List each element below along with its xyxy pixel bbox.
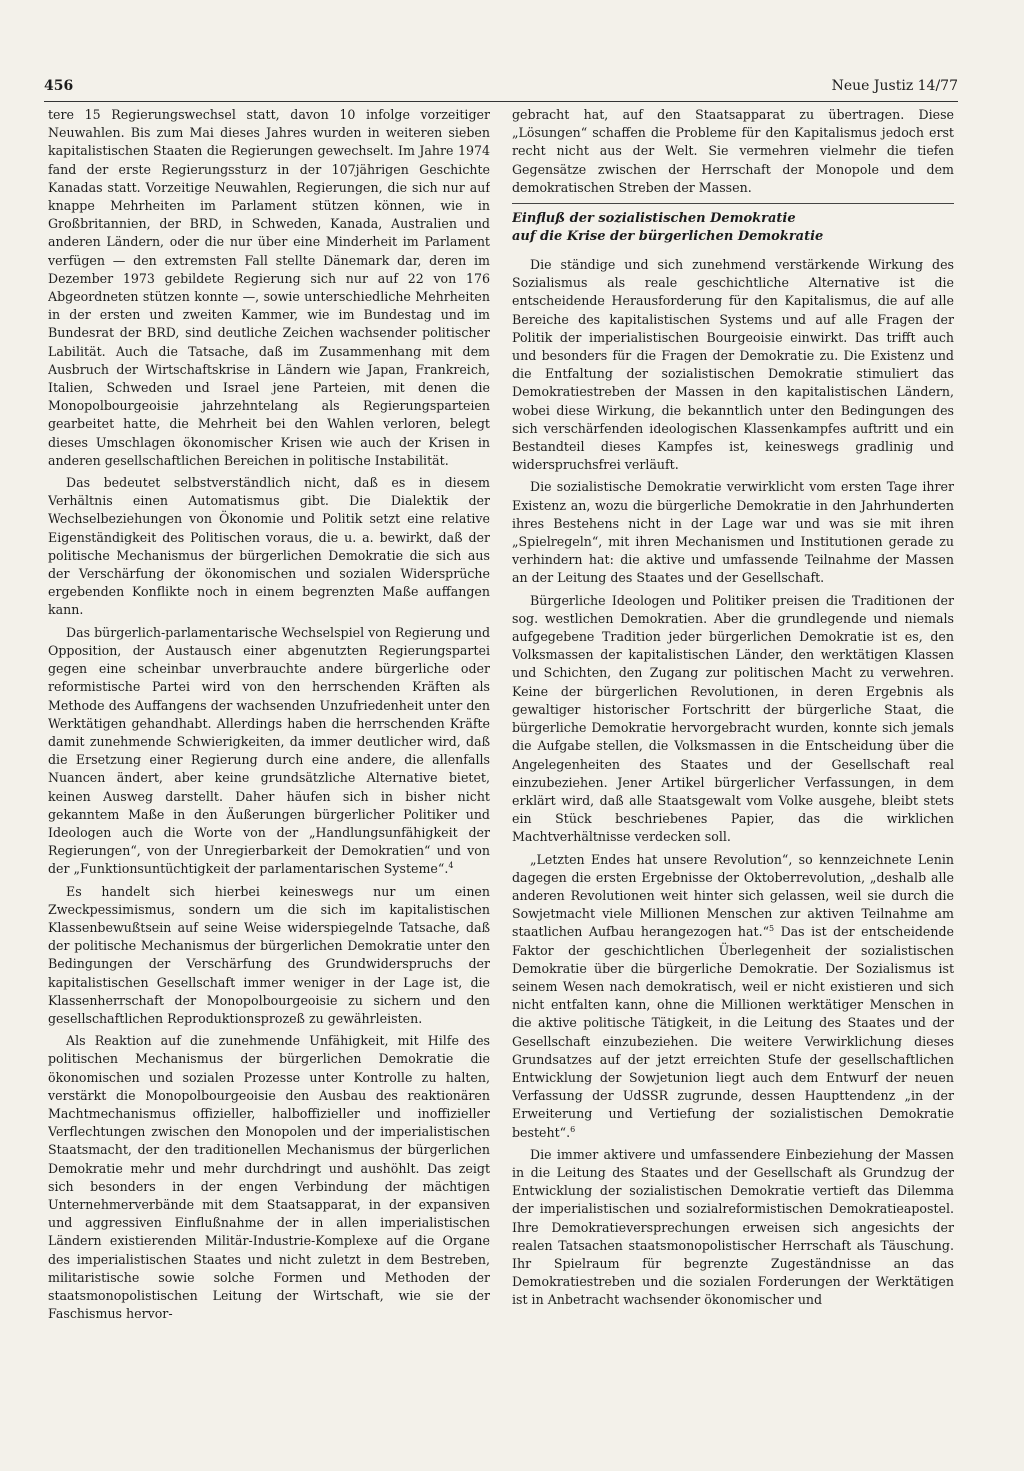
footnote-marker: 4 [448, 861, 454, 871]
paragraph-text: Das ist der entscheidende Faktor der geschichtlichen Überlegenheit der sozialistischen Demokratie über die bürgerliche Demokratie. Der Sozialismus ist seinem Wesen nach demokratisch, weil er nicht existieren und sich nicht entfalten kann, ohne die Millionen werktätiger Menschen in die aktive politische Tätigkeit, in die Leitung des Staates und der Gesellschaft einzubeziehen. Die weitere Verwirklichung dieses Grundsatzes auf der jetzt erreichten Stufe der gesellschaftlichen Entwicklung der Sowjetunion liegt auch dem Entwurf der neuen Verfassung der UdSSR zugrunde, dessen Haupttendenz „in der Erweiterung und Vertiefung der sozialistischen Demokratie besteht“. [512, 924, 954, 1140]
footnote-marker: 5 [769, 924, 775, 934]
paragraph [48, 624, 490, 879]
paragraph: Die sozialistische Demokratie verwirklicht vom ersten Tage ihrer Existenz an, wozu die bürgerliche Demokratie in den Jahrhunderten ihres Bestehens nicht in der Lage war und was sie mit ihren „Spielregeln“, mit ihren Mechanismen und Institutionen gerade zu verhindern hat: die aktive und umfassende Teilnahme der Massen an der Leitung des Staates und der Gesellschaft. [512, 479, 954, 586]
paragraph: gebracht hat, auf den Staatsapparat zu übertragen. Diese „Lösungen“ schaffen die Probleme für den Kapitalismus jedoch erst recht nicht aus der Welt. Sie vermehren vielmehr die tiefen Gegensätze zwischen der Herrschaft der Monopole und dem demokratischen Streben der Massen. [512, 107, 954, 195]
paragraph: Die immer aktivere und umfassendere Einbeziehung der Massen in die Leitung des Staates und der Gesellschaft als Grundzug der Entwicklung der sozialistischen Demokratie vertieft das Dilemma der imperialistischen und sozialreformistischen Demokratieapostel. Ihre Demokratieversprechungen erweisen sich angesichts der realen Tatsachen staatsmonopolistischer Herrschaft als Täuschung. Ihr Spielraum für begrenzte Zugeständnisse an das Demokratiestreben und die sozialen Forderungen der Werktätigen ist in Anbetracht wachsender ökonomischer und [512, 1146, 954, 1308]
page-number: 456 [44, 78, 74, 94]
paragraph: Das bedeutet selbstverständlich nicht, daß es in diesem Verhältnis einen Automatismus gibt. Die Dialektik der Wechselbeziehungen von Ökonomie und Politik setzt eine relative Eigenständigkeit des Politischen voraus, die u. a. bewirkt, daß der politische Mechanismus der bürgerlichen Demokratie die sich aus der Verschärfung der ökonomischen und sozialen Widersprüche ergebenden Konflikte noch in einem begrenzten Maße auffangen kann. [48, 475, 490, 618]
section-heading-line: Einfluß der sozialistischen Demokratie [512, 211, 796, 227]
paragraph [512, 851, 954, 1142]
paragraph: tere 15 Regierungswechsel statt, davon 10 infolge vorzeitiger Neuwahlen. Bis zum Mai dieses Jahres wurden in weiteren sieben kapitalistischen Staaten die Regierungen gewechselt. Im Jahre 1974 fand der erste Regierungssturz in der 107jährigen Geschichte Kanadas statt. Vorzeitige Neuwahlen, Regierungen, die sich nur auf knappe Mehrheiten im Parlament stützen können, wie in Großbritannien, der BRD, in Schweden, Kanada, Australien und anderen Ländern, oder die nur über eine Minderheit im Parlament verfügen — den extremsten Fall stellte Dänemark dar, deren im Dezember 1973 gebildete Regierung sich nur auf 22 von 176 Abgeordneten stützen konnte —, sowie unterschiedliche Mehrheiten in der ersten und zweiten Kammer, wie im Bundestag und im Bundesrat der BRD, sind deutliche Zeichen wachsender politischer Labilität. Auch die Tatsache, daß im Zusammenhang mit dem Ausbruch der Wirtschaftskrise in Ländern wie Japan, Frankreich, Italien, Schweden und Israel jene Parteien, mit denen die Monopolbourgeoisie jahrzehntelang als Regierungsparteien gearbeitet hatte, die Mehrheit bei den Wahlen verloren, belegt dieses Umschlagen ökonomischer Krisen wie auch der Krisen in anderen gesellschaftlichen Bereichen in politische Instabilität. [48, 107, 490, 468]
journal-issue: Neue Justiz 14/77 [831, 78, 958, 94]
header-rule [44, 101, 958, 102]
page-header [44, 78, 958, 100]
section-heading [512, 210, 954, 246]
footnote-marker: 6 [570, 1124, 576, 1134]
section-divider [512, 203, 954, 204]
paragraph: Bürgerliche Ideologen und Politiker preisen die Traditionen der sog. westlichen Demokratien. Aber die grundlegende und niemals aufgegebene Tradition jeder bürgerlichen Demokratie ist es, den Volksmassen der kapitalistischen Länder, den werktätigen Klassen und Schichten, den Zugang zur politischen Macht zu verwehren. Keine der bürgerlichen Revolutionen, in deren Ergebnis als gewaltiger historischer Fortschritt der bürgerliche Staat, die bürgerliche Demokratie hervorgebracht wurden, konnte sich jemals die Aufgabe stellen, die Volksmassen in die Entscheidung über die Angelegenheiten des Staates und der Gesellschaft real einzubeziehen. Jener Artikel bürgerlicher Verfassungen, in dem erklärt wird, daß alle Staatsgewalt vom Volke ausgehe, bleibt stets ein Stück beschriebenes Papier, das die wirklichen Machtverhältnisse verdecken soll. [512, 592, 954, 845]
right-column [512, 106, 954, 1451]
paragraph: Die ständige und sich zunehmend verstärkende Wirkung des Sozialismus als reale geschichtliche Alternative ist die entscheidende Herausforderung für den Kapitalismus, die auf alle Bereiche des kapitalistischen Systems und auf alle Fragen der Politik der imperialistischen Bourgeoisie einwirkt. Das trifft auch und besonders für die Fragen der Demokratie zu. Die Existenz und die Entfaltung der sozialistischen Demokratie stimuliert das Demokratiestreben der Massen in den kapitalistischen Ländern, wobei diese Wirkung, die bekanntlich unter den Bedingungen des sich verschärfenden ideologischen Klassenkampfes auftritt und ein Bestandteil dieses Kampfes ist, keineswegs gradlinig und widerspruchsfrei verläuft. [512, 257, 954, 473]
paragraph: Als Reaktion auf die zunehmende Unfähigkeit, mit Hilfe des politischen Mechanismus der bürgerlichen Demokratie die ökonomischen und sozialen Prozesse unter Kontrolle zu halten, verstärkt die Monopolbourgeoisie den Ausbau des reaktionären Machtmechanismus offizieller, halboffizieller und inoffizieller Verflechtungen zwischen den Monopolen und der imperialistischen Staatsmacht, der den traditionellen Mechanismus der bürgerlichen Demokratie mehr und mehr durchdringt und aushöhlt. Das zeigt sich besonders in der engen Verbindung der mächtigen Unternehmerverbände mit dem Staatsapparat, in der expansiven und aggressiven Einflußnahme der in allen imperialistischen Ländern existierenden Militär-Industrie-Komplexe auf die Organe des imperialistischen Staates und nicht zuletzt in dem Bestreben, militaristische sowie solche Formen und Methoden der staatsmonopolistischen Leitung der Wirtschaft, wie sie der Faschismus hervor- [48, 1033, 490, 1322]
paragraph: Es handelt sich hierbei keineswegs nur um einen Zweckpessimismus, sondern um die sich im kapitalistischen Klassenbewußtsein auf seine Weise widerspiegelnde Tatsache, daß der politische Mechanismus der bürgerlichen Demokratie unter den Bedingungen der Verschärfung des Grundwiderspruchs der kapitalistischen Gesellschaft immer weniger in der Lage ist, die Klassenherrschaft der Monopolbourgeoisie zu sichern und den gesellschaftlichen Reproduktionsprozeß zu gewährleisten. [48, 883, 490, 1026]
section-heading-line: auf die Krise der bürgerlichen Demokratie [512, 229, 824, 245]
paragraph-text: „Letzten Endes hat unsere Revolution“, so kennzeichnete Lenin dagegen die ersten Ergebnisse der Oktoberrevolution, „deshalb alle anderen Revolutionen weit hinter sich gelassen, weil sie durch die Sowjetmacht viele Millionen Menschen zur aktiven Teilnahme am staatlichen Aufbau herangezogen hat.“ [512, 851, 954, 940]
left-column [48, 106, 490, 1451]
paragraph-text: Das bürgerlich-parlamentarische Wechselspiel von Regierung und Opposition, der Austausch einer abgenutzten Regierungspartei gegen eine scheinbar unverbrauchte andere bürgerliche oder reformistische Partei wird von den herrschenden Kräften als Methode des Auffangens der wachsenden Unzufriedenheit unter den Werktätigen gehandhabt. Allerdings haben die herrschenden Kräfte damit zunehmende Schwierigkeiten, da immer deutlicher wird, daß die Ersetzung einer Regierung durch eine andere, die allenfalls Nuancen ändert, aber keine grundsätzliche Alternative bietet, keinen Ausweg darstellt. Daher häufen sich in bisher nicht gekanntem Maße in den Äußerungen bürgerlicher Politiker und Ideologen auch die Worte von der „Handlungsunfähigkeit der Regierungen“, von der Unregierbarkeit der Demokratien“ und von der „Funktionsuntüchtigkeit der parlamentarischen Systeme“. [48, 624, 490, 877]
